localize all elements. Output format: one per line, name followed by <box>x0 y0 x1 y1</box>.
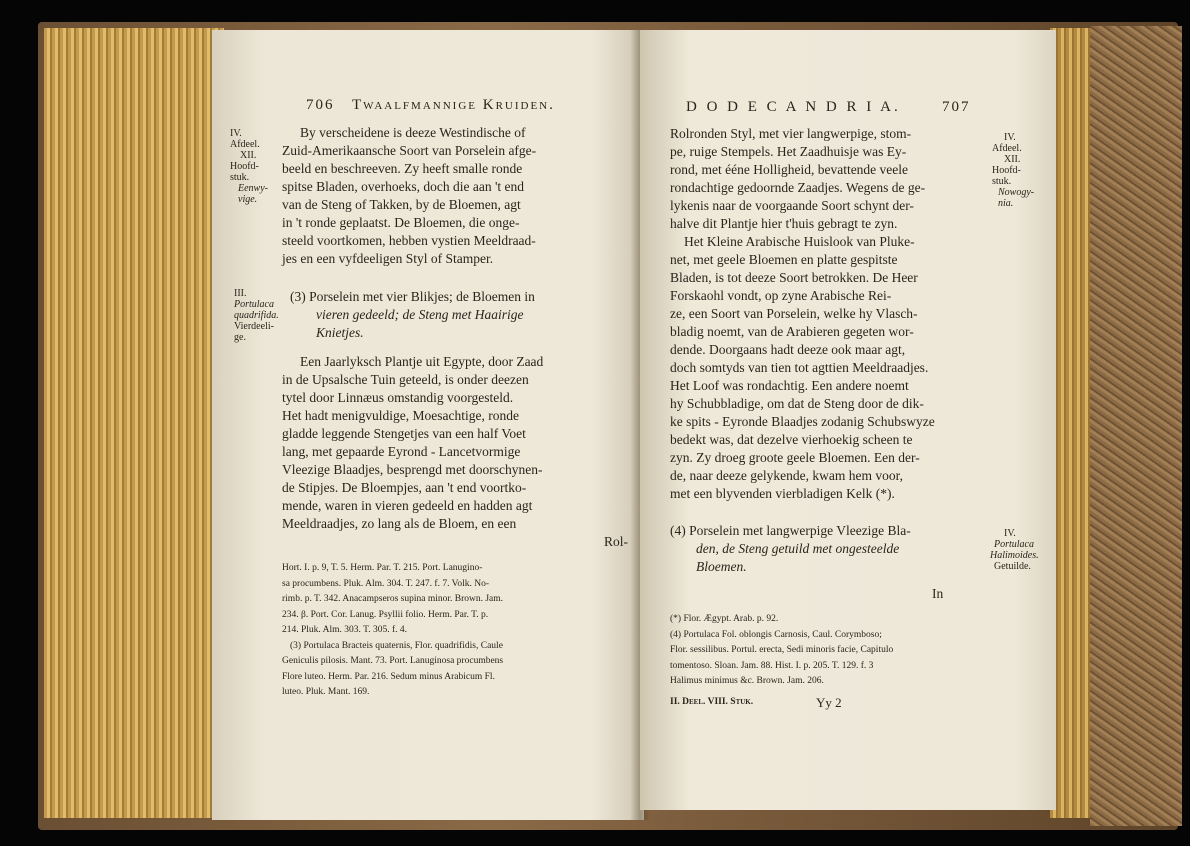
text-line: Het hadt menigvuldige, Moesachtige, ronde <box>282 408 519 423</box>
text-line: Het Loof was rondachtig. Een andere noemt <box>670 378 909 393</box>
left-page-number: 706 <box>306 97 335 113</box>
text-line: in de Upsalsche Tuin geteeld, is onder deezen <box>282 372 529 387</box>
text-line: (4) Porselein met langwerpige Vleezige Bla- <box>670 523 911 538</box>
text-line: jes en een vyfdeeligen Styl of Stamper. <box>282 251 494 266</box>
text-line: Het Kleine Arabische Huislook van Pluke- <box>684 234 915 249</box>
margin-line: Portulaca <box>234 299 274 310</box>
left-paragraph-1 <box>282 126 634 270</box>
right-page-number: 707 <box>942 99 971 115</box>
text-line: doch somtyds van tien tot agttien Meeldraadjes. <box>670 360 929 375</box>
margin-line: XII. <box>240 150 257 161</box>
right-margin-note-2 <box>990 528 1052 572</box>
volume-footer: II. Deel. VIII. Stuk. <box>670 697 754 707</box>
text-line: van de Steng of Takken, by de Bloemen, agt <box>282 197 521 212</box>
left-footnotes <box>282 564 634 704</box>
margin-line: Afdeel. <box>992 143 1022 154</box>
left-page <box>212 30 644 820</box>
margin-line: Vierdeeli- <box>234 321 274 332</box>
margin-line: Hoofd- <box>992 165 1021 176</box>
left-running-head: Twaalfmannige Kruiden. <box>352 97 555 113</box>
text-line: hy Schubbladige, om dat de Steng door de dik- <box>670 396 924 411</box>
right-paragraph-2 <box>670 235 1010 505</box>
footnote-line: luteo. Pluk. Mant. 169. <box>282 687 370 697</box>
text-line: bedekt was, dat dezelve vierhoekig scheen te <box>670 432 913 447</box>
text-line: net, met geele Bloemen en platte gespitste <box>670 252 898 267</box>
text-line: beeld en beschreeven. Zy heeft smalle ronde <box>282 161 523 176</box>
text-line: de, naar deeze gelykende, kwam hem voor, <box>670 468 903 483</box>
footnote-line: (4) Portulaca Fol. oblongis Carnosis, Caul. Corymboso; <box>670 629 882 640</box>
margin-line: ge. <box>234 332 246 343</box>
text-line: steeld voortkomen, hebben vystien Meeldraad- <box>282 233 536 248</box>
right-running-head: D O D E C A N D R I A. <box>686 99 901 115</box>
margin-line: stuk. <box>230 172 250 183</box>
text-line: mende, waren in vieren gedeeld en hadden agt <box>282 498 533 513</box>
margin-line: quadrifida. <box>234 310 279 321</box>
margin-line: Afdeel. <box>230 139 260 150</box>
page-edges-left <box>44 28 224 818</box>
margin-line: III. <box>234 288 247 299</box>
margin-line: Nowogy- <box>998 187 1035 198</box>
page-edges-right <box>1050 28 1090 818</box>
text-line: Zuid-Amerikaansche Soort van Porselein afge- <box>282 143 537 158</box>
text-line: Vleezige Blaadjes, besprengd met doorschynen- <box>282 462 543 477</box>
footnote-line: (3) Portulaca Bracteis quaternis, Flor. quadrifidis, Caule <box>290 640 503 651</box>
text-line: Bladen, is tot deeze Soort betrokken. De Heer <box>670 270 918 285</box>
species-4-heading <box>670 524 988 578</box>
text-line: de Stipjes. De Bloempjes, aan 't end voortko- <box>282 480 527 495</box>
footnote-line: Halimus minimus &c. Brown. Jam. 206. <box>670 676 824 686</box>
footnote-line: 214. Pluk. Alm. 303. T. 305. f. 4. <box>282 625 408 635</box>
text-line: vieren gedeeld; de Steng met Haairige <box>316 307 524 322</box>
margin-line: nia. <box>998 198 1014 209</box>
text-line: Forskaohl vondt, op zyne Arabische Rei- <box>670 288 892 303</box>
margin-line: stuk. <box>992 176 1012 187</box>
left-margin-note-2 <box>234 288 282 343</box>
text-line: bladig noemt, van de Arabieren gegeten wor- <box>670 324 914 339</box>
text-line: rond, met ééne Holligheid, bevattende veele <box>670 162 909 177</box>
footnote-line: 234. β. Port. Cor. Lanug. Psyllii folio. Herm. Par. T. p. <box>282 609 489 620</box>
footnote-line: Flor. sessilibus. Portul. erecta, Sedi minoris facie, Capitulo <box>670 645 894 655</box>
right-paragraph-1 <box>670 127 988 235</box>
margin-line: IV. <box>230 128 242 139</box>
text-line: Rolronden Styl, met vier langwerpige, stom- <box>670 126 912 141</box>
text-line: Een Jaarlyksch Plantje uit Egypte, door Zaad <box>300 354 544 369</box>
text-line: met een blyvenden vierbladigen Kelk (*). <box>670 486 895 501</box>
text-line: dende. Doorgaans hadt deeze ook maar agt, <box>670 342 906 357</box>
footnote-line: tomentoso. Sloan. Jam. 88. Hist. I. p. 205. T. 129. f. 3 <box>670 660 874 671</box>
footnote-line: (*) Flor. Ægypt. Arab. p. 92. <box>670 614 779 624</box>
book-cover-marbled-edge <box>1090 26 1182 826</box>
right-footnotes <box>670 615 1000 693</box>
text-line: lang, met gepaarde Eyrond - Lancetvormige <box>282 444 521 459</box>
signature-mark: Yy 2 <box>816 695 842 710</box>
footnote-line: Flore luteo. Herm. Par. 216. Sedum minus Arabicum Fl. <box>282 671 495 682</box>
margin-line: Hoofd- <box>230 161 259 172</box>
text-line: Meeldraadjes, zo lang als de Bloem, en een <box>282 516 517 531</box>
text-line: in 't ronde geplaatst. De Bloemen, die onge- <box>282 215 520 230</box>
right-margin-note-1 <box>992 132 1052 209</box>
text-line: spitse Bladen, overhoeks, doch die aan 't end <box>282 179 524 194</box>
text-line: lykenis naar de voorgaande Soort schynt der- <box>670 198 914 213</box>
margin-line: Eenwy- <box>238 183 268 194</box>
text-line: den, de Steng getuild met ongesteelde <box>696 541 900 556</box>
text-line: tytel door Linnæus omstandig voorgesteld. <box>282 390 514 405</box>
text-line: zyn. Zy droeg groote geele Bloemen. Een der- <box>670 450 920 465</box>
catchword: Rol- <box>603 534 628 549</box>
footnote-line: Geniculis pilosis. Mant. 73. Port. Lanuginosa procumbens <box>282 656 504 666</box>
right-page <box>640 30 1056 810</box>
margin-line: IV. <box>1004 132 1016 143</box>
text-line: halve dit Plantje hier t'huis gebragt te zyn. <box>670 216 898 231</box>
margin-line: Getuilde. <box>994 561 1031 572</box>
right-catchword: In <box>932 586 944 601</box>
text-line: pe, ruige Stempels. Het Zaadhuisje was Ey- <box>670 144 907 159</box>
left-paragraph-2 <box>282 355 634 553</box>
margin-line: IV. <box>1004 528 1016 539</box>
footnote-line: rimb. p. T. 342. Anacampseros supina minor. Brown. Jam. <box>282 594 504 604</box>
margin-line: Halimoides. <box>990 550 1039 561</box>
text-line: ze, een Soort van Porselein, welke hy Vlasch- <box>670 306 918 321</box>
text-line: (3) Porselein met vier Blikjes; de Bloemen in <box>290 289 535 304</box>
margin-line: vige. <box>238 194 258 205</box>
footnote-line: sa procumbens. Pluk. Alm. 304. T. 247. f. 7. Volk. No- <box>282 578 489 589</box>
text-line: rondachtige gedoornde Zaadjes. Wegens de ge- <box>670 180 926 195</box>
species-3-heading <box>290 290 630 344</box>
footnote-line: Hort. I. p. 9, T. 5. Herm. Par. T. 215. Port. Lanugino- <box>282 563 483 573</box>
margin-line: XII. <box>1004 154 1021 165</box>
text-line: Bloemen. <box>696 559 747 574</box>
text-line: ke spits - Eyronde Blaadjes zodanig Schubswyze <box>670 414 935 429</box>
text-line: Knietjes. <box>316 325 364 340</box>
margin-line: Portulaca <box>994 539 1034 550</box>
left-margin-note-1 <box>230 128 274 205</box>
text-line: gladde leggende Stengetjes van een half Voet <box>282 426 526 441</box>
text-line: By verscheidene is deeze Westindische of <box>300 125 526 140</box>
